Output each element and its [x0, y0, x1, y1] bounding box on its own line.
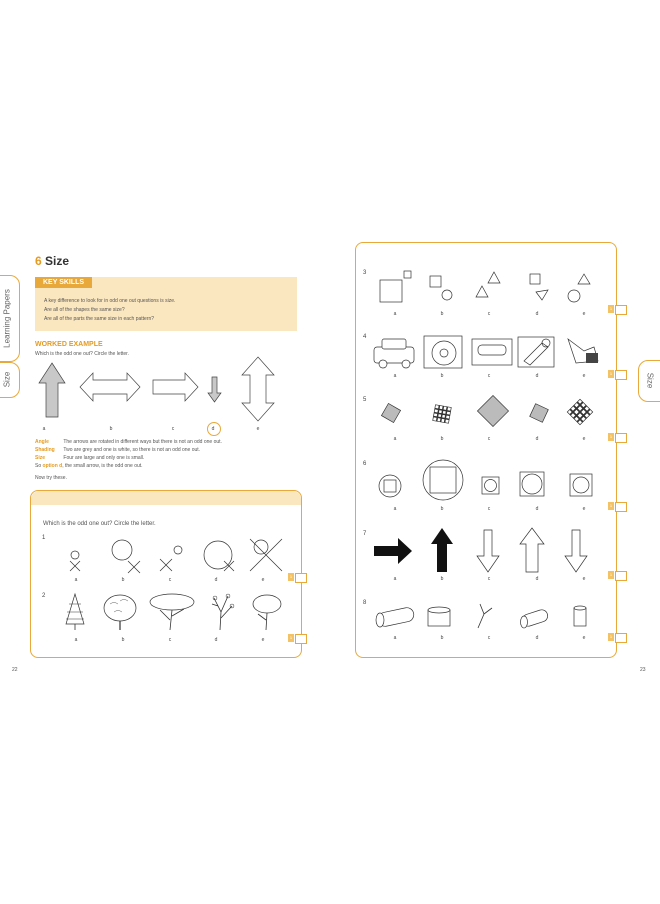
q2-label-e[interactable]: e: [261, 637, 265, 643]
question-2-number: 2: [42, 593, 46, 599]
q2-mark: 1: [289, 635, 293, 640]
q3-label-d[interactable]: d: [535, 311, 539, 317]
q4-label-b[interactable]: b: [440, 373, 444, 379]
q4-label-d[interactable]: d: [535, 373, 539, 379]
q7-mark: 1: [609, 572, 613, 577]
q1-mark: 1: [289, 574, 293, 579]
we-label-c[interactable]: c: [171, 426, 175, 432]
q3-label-c[interactable]: c: [487, 311, 491, 317]
q1-label-a[interactable]: a: [74, 577, 78, 583]
q1-label-b[interactable]: b: [121, 577, 125, 583]
q3-label-a[interactable]: a: [393, 311, 397, 317]
explanation-size-text: Four are large and only one is small.: [63, 455, 145, 461]
question-3-figure: [372, 268, 602, 308]
key-skills-heading: KEY SKILLS: [35, 277, 92, 288]
key-skills-line-3: Are all of the parts the same size in each pattern?: [44, 316, 155, 322]
side-tab-size-right[interactable]: [638, 360, 660, 402]
arrow-d: [208, 377, 221, 402]
q3-answer-box[interactable]: [615, 305, 627, 315]
q1-answer-box[interactable]: [295, 573, 307, 583]
we-label-b[interactable]: b: [109, 426, 113, 432]
we-label-a[interactable]: a: [42, 426, 46, 432]
side-tab-learning-papers-label: Learning Papers: [2, 289, 12, 348]
question-5-figure: [372, 396, 602, 436]
q6-label-e[interactable]: e: [582, 506, 586, 512]
q2-answer-box[interactable]: [295, 634, 307, 644]
now-try-text: Now try these.: [35, 475, 67, 481]
key-skills-line-2: Are all of the shapes the same size?: [44, 307, 125, 313]
q5-mark: 1: [609, 434, 613, 439]
q5-label-e[interactable]: e: [582, 436, 586, 442]
q8-mark: 1: [609, 634, 613, 639]
question-1-number: 1: [42, 535, 46, 541]
side-tab-size[interactable]: [0, 362, 20, 398]
conclusion-option: option d: [42, 463, 63, 469]
q5-label-a[interactable]: a: [393, 436, 397, 442]
q8-answer-box[interactable]: [615, 633, 627, 643]
q8-label-d[interactable]: d: [535, 635, 539, 641]
side-tab-learning-papers[interactable]: [0, 275, 20, 362]
arrow-b: [80, 373, 140, 401]
q8-label-a[interactable]: a: [393, 635, 397, 641]
q3-mark: 1: [609, 306, 613, 311]
question-8-number: 8: [363, 600, 367, 606]
q8-label-b[interactable]: b: [440, 635, 444, 641]
explanation-size-term: Size: [35, 455, 46, 461]
chapter-number: 6: [35, 254, 42, 268]
question-6-figure: [372, 458, 602, 504]
q4-answer-box[interactable]: [615, 370, 627, 380]
q6-label-a[interactable]: a: [393, 506, 397, 512]
question-7-figure: [372, 526, 602, 576]
q8-label-c[interactable]: c: [487, 635, 491, 641]
arrow-c: [153, 373, 198, 401]
q5-label-b[interactable]: b: [440, 436, 444, 442]
left-page-number: 22: [12, 667, 18, 673]
q3-label-b[interactable]: b: [440, 311, 444, 317]
q6-mark: 1: [609, 503, 613, 508]
q7-label-c[interactable]: c: [487, 576, 491, 582]
q1-label-e[interactable]: e: [261, 577, 265, 583]
explanation-shading: [35, 447, 200, 453]
q7-label-e[interactable]: e: [582, 576, 586, 582]
explanation-angle-text: The arrows are rotated in different ways but there is not an odd one out.: [63, 439, 222, 445]
question-2-figure: [60, 592, 290, 632]
explanation-size: [35, 455, 144, 461]
q6-answer-box[interactable]: [615, 502, 627, 512]
q6-label-b[interactable]: b: [440, 506, 444, 512]
arrow-e: [242, 357, 274, 421]
q2-label-b[interactable]: b: [121, 637, 125, 643]
side-tab-size-label: Size: [2, 371, 12, 388]
question-3-number: 3: [363, 270, 367, 276]
chapter-title: Size: [45, 254, 70, 268]
question-6-number: 6: [363, 461, 367, 467]
question-8-figure: [372, 598, 602, 634]
explanation-shading-text: Two are grey and one is white, so there is not an odd one out.: [63, 447, 201, 453]
q7-answer-box[interactable]: [615, 571, 627, 581]
worked-example-heading: WORKED EXAMPLE: [35, 341, 103, 348]
q5-answer-box[interactable]: [615, 433, 627, 443]
q3-label-e[interactable]: e: [582, 311, 586, 317]
side-tab-size-right-label: Size: [645, 372, 655, 389]
question-5-number: 5: [363, 397, 367, 403]
conclusion-suffix: , the small arrow, is the odd one out.: [62, 463, 143, 469]
key-skills-box: [35, 277, 297, 331]
key-skills-line-1: A key difference to look for in odd one out questions is size.: [44, 298, 176, 304]
q5-label-c[interactable]: c: [487, 436, 491, 442]
q8-label-e[interactable]: e: [582, 635, 586, 641]
worked-example-prompt: Which is the odd one out? Circle the letter.: [35, 351, 129, 357]
practice-box-header-band: [31, 491, 301, 505]
q4-label-c[interactable]: c: [487, 373, 491, 379]
explanation-angle: [35, 439, 222, 445]
right-page-number: 23: [640, 667, 646, 673]
chapter-heading: [35, 254, 69, 268]
q7-label-a[interactable]: a: [393, 576, 397, 582]
q4-label-e[interactable]: e: [582, 373, 586, 379]
q2-label-c[interactable]: c: [168, 637, 172, 643]
q5-label-d[interactable]: d: [535, 436, 539, 442]
we-label-d[interactable]: d: [211, 426, 215, 432]
q2-label-a[interactable]: a: [74, 637, 78, 643]
question-4-number: 4: [363, 334, 367, 340]
explanation-shading-term: Shading: [35, 447, 55, 453]
q7-label-d[interactable]: d: [535, 576, 539, 582]
q6-label-d[interactable]: d: [535, 506, 539, 512]
worked-example-conclusion: [35, 463, 143, 469]
explanation-angle-term: Angle: [35, 439, 49, 445]
question-1-figure: [60, 535, 290, 575]
q4-mark: 1: [609, 371, 613, 376]
q2-label-d[interactable]: d: [214, 637, 218, 643]
q1-label-c[interactable]: c: [168, 577, 172, 583]
q6-label-c[interactable]: c: [487, 506, 491, 512]
q1-label-d[interactable]: d: [214, 577, 218, 583]
worked-example-figure: [30, 355, 290, 425]
we-label-e[interactable]: e: [256, 426, 260, 432]
practice-prompt: Which is the odd one out? Circle the letter.: [43, 521, 156, 527]
conclusion-prefix: So: [35, 463, 43, 469]
arrow-a: [39, 363, 65, 417]
q7-label-b[interactable]: b: [440, 576, 444, 582]
q4-label-a[interactable]: a: [393, 373, 397, 379]
question-4-figure: [372, 333, 602, 373]
question-7-number: 7: [363, 531, 367, 537]
